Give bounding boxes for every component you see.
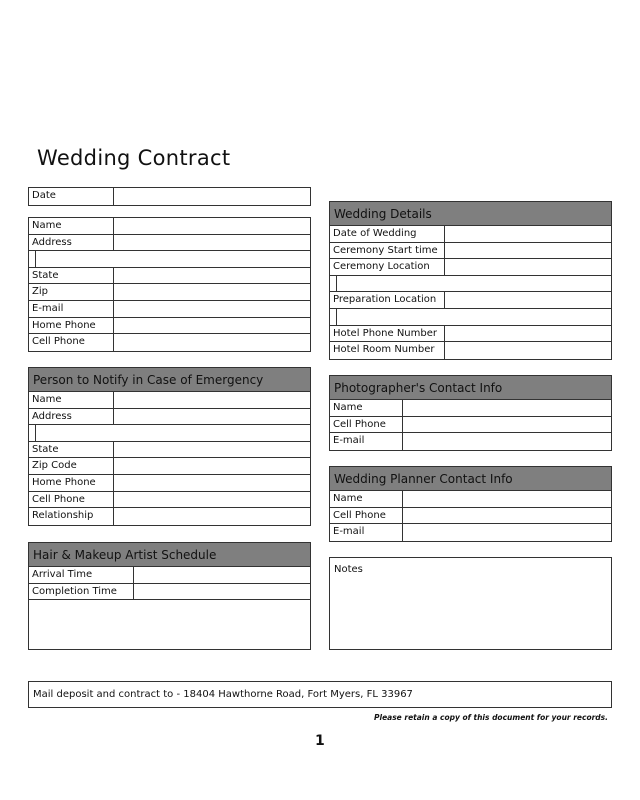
emergency-cell-phone-row — [29, 492, 310, 509]
planner-cell-row — [330, 508, 611, 525]
planner-name-label: Name — [330, 491, 403, 507]
client-cell-phone-row — [29, 334, 310, 351]
notes-box[interactable] — [329, 557, 612, 650]
emergency-contact-table — [28, 367, 311, 526]
wedding-details-header: Wedding Details — [330, 202, 611, 226]
emergency-header: Person to Notify in Case of Emergency — [29, 368, 310, 392]
emergency-cell-phone-field[interactable] — [114, 492, 310, 508]
emergency-address-line2-row — [29, 425, 310, 442]
planner-email-label: E-mail — [330, 524, 403, 541]
ceremony-location-line2-row — [330, 276, 611, 293]
retain-copy-note: Please retain a copy of this document for your records. — [374, 713, 608, 722]
ceremony-start-label: Ceremony Start time — [330, 243, 445, 259]
hotel-phone-row — [330, 326, 611, 343]
client-state-field[interactable] — [114, 268, 310, 284]
client-name-label: Name — [29, 218, 114, 234]
emergency-state-label: State — [29, 442, 114, 458]
client-address-line2-row — [29, 251, 310, 268]
hotel-room-row — [330, 342, 611, 359]
photographer-cell-label: Cell Phone — [330, 417, 403, 433]
completion-time-label: Completion Time — [29, 584, 134, 600]
photographer-email-label: E-mail — [330, 433, 403, 450]
arrival-time-field[interactable] — [134, 567, 310, 583]
page-title: Wedding Contract — [37, 146, 231, 170]
hotel-phone-field[interactable] — [445, 326, 611, 342]
client-home-phone-row — [29, 318, 310, 335]
photographer-table — [329, 375, 612, 451]
planner-email-field[interactable] — [403, 524, 611, 541]
preparation-location-line2-field[interactable] — [337, 309, 611, 325]
planner-table — [329, 466, 612, 542]
client-state-label: State — [29, 268, 114, 284]
client-info-table — [28, 217, 311, 352]
wedding-date-label: Date of Wedding — [330, 226, 445, 242]
emergency-zip-row — [29, 458, 310, 475]
photographer-cell-row — [330, 417, 611, 434]
emergency-home-phone-label: Home Phone — [29, 475, 114, 491]
completion-time-field[interactable] — [134, 584, 310, 600]
photographer-name-field[interactable] — [403, 400, 611, 416]
client-cell-phone-label: Cell Phone — [29, 334, 114, 351]
client-address-field[interactable] — [114, 235, 310, 251]
emergency-state-row — [29, 442, 310, 459]
photographer-email-row — [330, 433, 611, 450]
preparation-location-field[interactable] — [445, 292, 611, 308]
date-table — [28, 187, 311, 206]
client-address-label: Address — [29, 235, 114, 251]
client-email-row — [29, 301, 310, 318]
planner-name-field[interactable] — [403, 491, 611, 507]
client-email-label: E-mail — [29, 301, 114, 317]
emergency-relationship-label: Relationship — [29, 508, 114, 525]
date-row — [29, 188, 310, 205]
client-email-field[interactable] — [114, 301, 310, 317]
emergency-address-field[interactable] — [114, 409, 310, 425]
ceremony-start-field[interactable] — [445, 243, 611, 259]
planner-name-row — [330, 491, 611, 508]
wedding-details-table — [329, 201, 612, 360]
planner-header: Wedding Planner Contact Info — [330, 467, 611, 491]
emergency-relationship-row — [29, 508, 310, 525]
notes-label: Notes — [334, 564, 363, 575]
client-zip-label: Zip — [29, 284, 114, 300]
emergency-home-phone-row — [29, 475, 310, 492]
client-name-row — [29, 218, 310, 235]
emergency-name-field[interactable] — [114, 392, 310, 408]
arrival-time-label: Arrival Time — [29, 567, 134, 583]
arrival-time-row — [29, 567, 310, 584]
wedding-date-field[interactable] — [445, 226, 611, 242]
planner-email-row — [330, 524, 611, 541]
planner-cell-field[interactable] — [403, 508, 611, 524]
client-address-row — [29, 235, 310, 252]
hotel-room-field[interactable] — [445, 342, 611, 359]
preparation-location-row — [330, 292, 611, 309]
client-zip-field[interactable] — [114, 284, 310, 300]
preparation-location-label: Preparation Location — [330, 292, 445, 308]
mail-instructions: Mail deposit and contract to - 18404 Hawthorne Road, Fort Myers, FL 33967 — [28, 681, 612, 708]
client-name-field[interactable] — [114, 218, 310, 234]
photographer-email-field[interactable] — [403, 433, 611, 450]
photographer-cell-field[interactable] — [403, 417, 611, 433]
emergency-address-row — [29, 409, 310, 426]
ceremony-location-label: Ceremony Location — [330, 259, 445, 275]
photographer-header: Photographer's Contact Info — [330, 376, 611, 400]
emergency-home-phone-field[interactable] — [114, 475, 310, 491]
emergency-name-row — [29, 392, 310, 409]
emergency-address-line2-field[interactable] — [36, 425, 310, 441]
client-cell-phone-field[interactable] — [114, 334, 310, 351]
hotel-phone-label: Hotel Phone Number — [330, 326, 445, 342]
client-zip-row — [29, 284, 310, 301]
planner-cell-label: Cell Phone — [330, 508, 403, 524]
wedding-date-row — [330, 226, 611, 243]
date-label: Date — [29, 188, 114, 205]
hotel-room-label: Hotel Room Number — [330, 342, 445, 359]
ceremony-location-row — [330, 259, 611, 276]
hair-makeup-header: Hair & Makeup Artist Schedule — [29, 543, 310, 567]
ceremony-location-field[interactable] — [445, 259, 611, 275]
client-home-phone-label: Home Phone — [29, 318, 114, 334]
preparation-location-line2-row — [330, 309, 611, 326]
hair-makeup-table — [28, 542, 311, 650]
client-state-row — [29, 268, 310, 285]
client-home-phone-field[interactable] — [114, 318, 310, 334]
emergency-name-label: Name — [29, 392, 114, 408]
photographer-name-label: Name — [330, 400, 403, 416]
client-address-line2-field[interactable] — [36, 251, 310, 267]
date-field[interactable] — [114, 188, 310, 205]
emergency-zip-field[interactable] — [114, 458, 310, 474]
emergency-state-field[interactable] — [114, 442, 310, 458]
photographer-name-row — [330, 400, 611, 417]
ceremony-start-row — [330, 243, 611, 260]
emergency-address-label: Address — [29, 409, 114, 425]
ceremony-location-line2-field[interactable] — [337, 276, 611, 292]
emergency-cell-phone-label: Cell Phone — [29, 492, 114, 508]
emergency-zip-label: Zip Code — [29, 458, 114, 474]
completion-time-row — [29, 584, 310, 601]
page-number: 1 — [315, 733, 325, 749]
emergency-relationship-field[interactable] — [114, 508, 310, 525]
